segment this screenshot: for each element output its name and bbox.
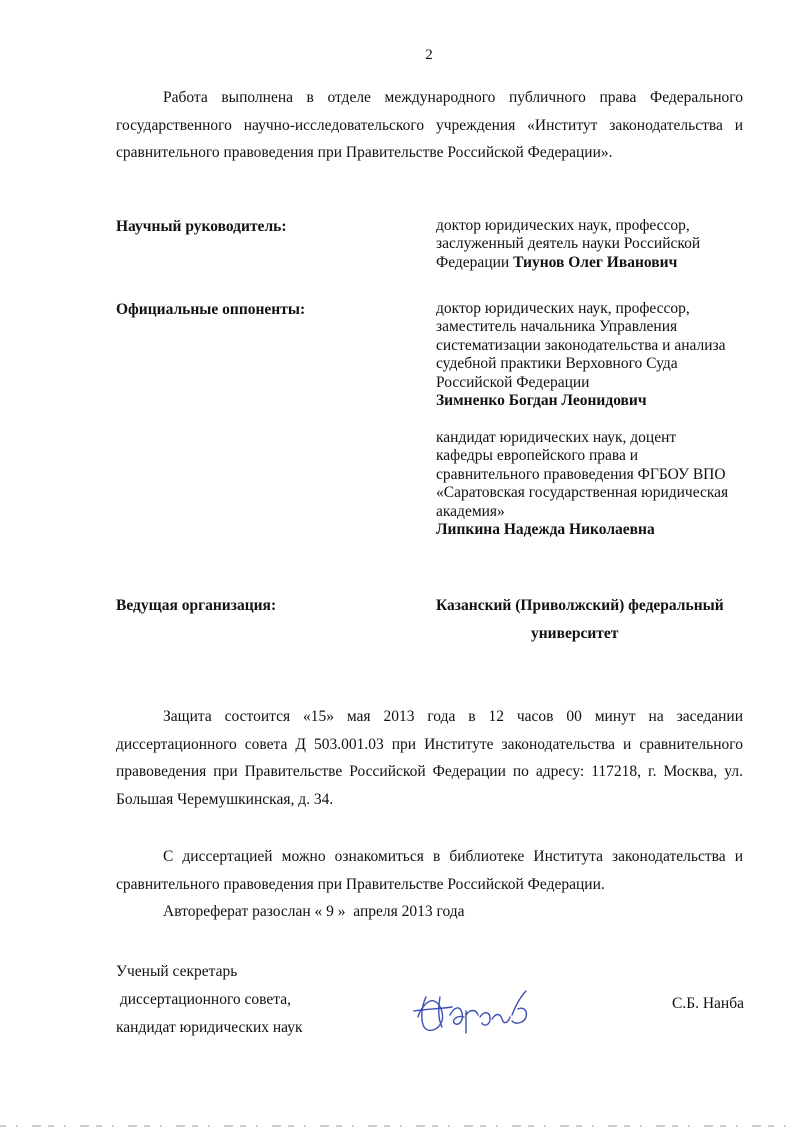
library-paragraph: С диссертацией можно ознакомиться в библиотеке Института законодательства и сравнительного правоведения при Правительстве Российской Федерации. [116,848,743,893]
intro-paragraph: Работа выполнена в отделе международного публичного права Федерального государственного научно-исследовательского учреждения «Институт законодательства и сравнительного правоведения при Правительстве Российской Федерации». [116,89,743,161]
opponent-2-name: Липкина Надежда Николаевна [436,521,655,539]
supervisor-line-3-prefix: Федерации [436,253,514,271]
abstract-sent-line: Автореферат разослан « 9 » апреля 2013 года [163,903,465,920]
opponent-1-line-2: заместитель начальника Управления [436,318,678,336]
opponent-2-line-2: кафедры европейского права и [436,447,639,465]
leading-org-line-2: университет [531,625,619,642]
opponent-2-details [436,429,766,539]
opponent-1-name: Зимненко Богдан Леонидович [436,392,647,410]
supervisor-line-2: заслуженный деятель науки Российской [436,235,701,253]
leading-org-name [436,592,756,648]
defense-paragraph: Защита состоится «15» мая 2013 года в 12 часов 00 минут на заседании диссертационного совета Д 503.001.03 при Институте законодательства и сравнительного правоведения при Правительстве Российской Федерации по адресу: 117218, г. Москва, ул. Большая Черемушкинская, д. 34. [116,708,743,808]
secretary-title [116,958,303,1042]
opponent-1-line-5: Российской Федерации [436,373,590,391]
supervisor-label: Научный руководитель: [116,218,287,235]
secretary-line-2: диссертационного совета, [116,991,292,1008]
opponent-2-line-1: кандидат юридических наук, доцент [436,429,677,446]
opponent-1-line-1: доктор юридических наук, профессор, [436,300,690,317]
handwritten-signature [404,975,544,1045]
opponent-1-details [436,300,766,410]
supervisor-details [436,217,766,272]
opponent-2-line-3: сравнительного правоведения ФГБОУ ВПО [436,465,726,483]
supervisor-line-3 [436,254,766,272]
opponent-2-line-5: академия» [436,502,505,520]
leading-org-line-1: Казанский (Приволжский) федеральный [436,597,724,614]
opponent-1-line-3: систематизации законодательства и анализа [436,336,726,354]
secretary-line-3: кандидат юридических наук [116,1019,303,1036]
secretary-name: С.Б. Нанба [672,995,744,1012]
opponent-2-line-4: «Саратовская государственная юридическая [436,484,729,502]
scan-artifact-strip [0,1124,800,1128]
secretary-line-1: Ученый секретарь [116,963,238,980]
supervisor-line-1: доктор юридических наук, профессор, [436,217,690,234]
opponent-1-line-4: судебной практики Верховного Суда [436,355,678,373]
opponents-label: Официальные оппоненты: [116,301,306,318]
leading-org-label: Ведущая организация: [116,597,277,614]
page-number: 2 [425,47,433,63]
supervisor-name: Тиунов Олег Иванович [513,253,678,271]
